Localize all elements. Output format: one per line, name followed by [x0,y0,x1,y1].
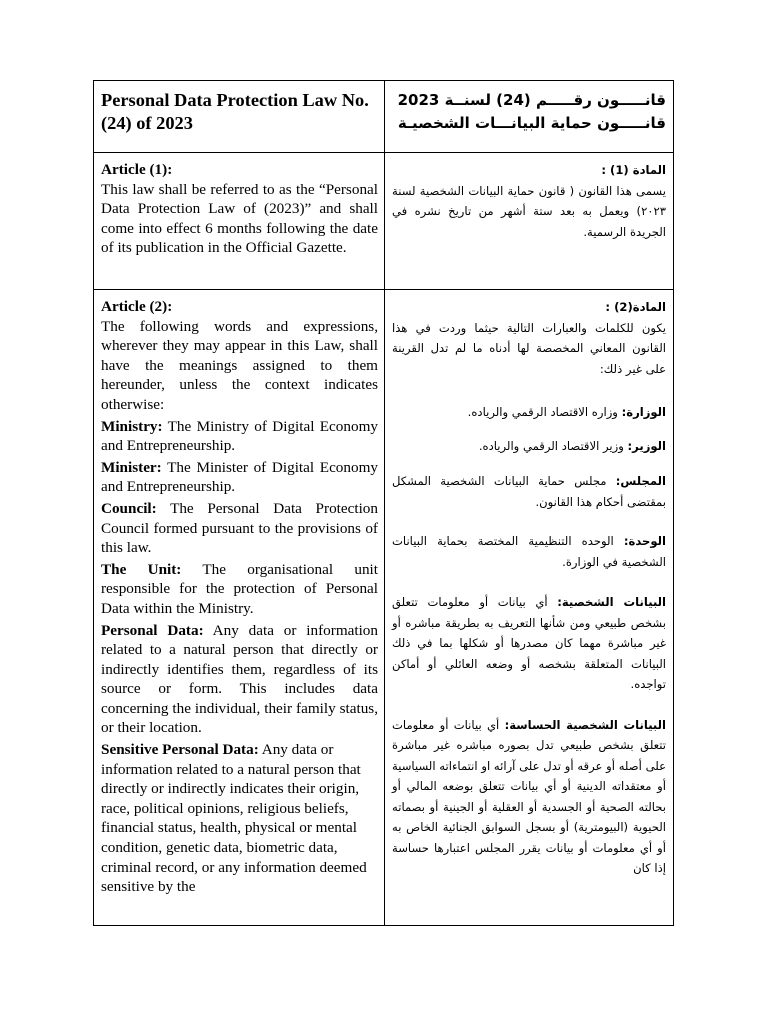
law-title-ar-line1: قانـــــون رقـــــم (24) لسنــة 2023 [397,91,666,109]
definition-term: Minister: [101,458,162,476]
definition-minister-en [101,458,378,497]
article-1-heading-ar: المادة (1) : [601,163,666,177]
article-2-heading-ar: المادة(2) : [605,300,666,314]
article-2-heading-en: Article (2): [101,298,173,315]
definition-text: الوحده التنظيمية المختصة بحماية البيانات الشخصية في الوزارة. [392,534,666,569]
definition-text: مجلس حماية البيانات الشخصية المشكل بمقتضى أحكام هذا القانون. [392,474,666,509]
article-1-text-ar: يسمى هذا القانون ( قانون حماية البيانات الشخصية لسنة ٢٠٢٣) ويعمل به بعد ستة أشهر من تاريخ نشره في الجريدة الرسمية. [392,183,666,239]
definition-term: الوحدة: [623,534,666,548]
article-2-cell-en [94,290,385,926]
definition-text: وزير الاقتصاد الرقمي والرياده. [478,438,628,453]
definition-text: The Ministry of Digital Economy and Entrepreneurship. [101,417,378,455]
definition-term: Personal Data: [101,621,204,639]
definition-text: أي بيانات أو معلومات تتعلق بشخص طبيعي تدل بصوره مباشره غير مباشرة على أصله أو عرقه أو تدل على آرائه او انتماءاته السياسية أو معتقداته الدينية أو أي بيانات تتعلق بوضعه المالي أو بحالته الصحية أو الجسدية أو العقلية أو الجينية أو بصماته الحيوية (البيومترية) أو بسجل السوابق الجنائية الخاص به أو أي معلومات أو بيانات يقرر المجلس اعتبارها حساسة إذا كان [392,717,666,875]
definition-term: Council: [101,499,157,517]
definition-text: The organisational unit responsible for the protection of Personal Data within the Ministry. [101,560,378,617]
definition-personal-data-en [101,621,378,739]
title-cell-en [94,81,385,152]
definition-ministry-ar [392,402,666,423]
definition-ministry-en [101,417,378,456]
definition-unit-en [101,560,378,619]
definition-sensitive-data-en [101,740,378,897]
title-row [94,81,673,153]
definition-term: Sensitive Personal Data: [101,741,259,759]
definition-text: The Personal Data Protection Council formed pursuant to the provisions of this law. [101,499,378,557]
article-2-intro-ar: يكون للكلمات والعبارات التالية حيثما وردت في هذا القانون المعاني المخصصة لها أدناه ما لم تدل القرينة على غير ذلك: [392,320,666,376]
definition-term: البيانات الشخصية: [557,595,667,609]
article-2-row [94,290,673,926]
definition-council-ar [392,471,666,512]
definition-text: Any data or information related to a natural person that directly or indirectly identifies them, regardless of its source or form. This includes data concerning the individual, their family status, or their location. [101,621,378,737]
title-cell-ar [385,81,673,152]
definition-text: أي بيانات أو معلومات تتعلق بشخص طبيعي ومن شأنها التعريف به بطريقة مباشره أو غير مباشرة مهما كان مصدرها أو شكلها بما في ذلك البيانات المتعلقة بشخصه أو وضعه العائلي أو أماكن تواجده. [392,595,666,691]
law-title-ar-line2: قانـــــون حماية البيانـــات الشخصيـة [397,114,666,132]
article-2-cell-ar [385,290,673,926]
definition-minister-ar [392,436,666,457]
definition-unit-ar [392,531,666,572]
definition-term: الوزارة: [621,405,666,419]
article-1-cell-ar [385,153,673,289]
article-1-heading-en: Article (1): [101,161,173,178]
definition-term: البيانات الشخصية الحساسة: [504,717,666,732]
definition-council-en [101,499,378,558]
article-1-cell-en [94,153,385,289]
law-title-en: Personal Data Protection Law No. (24) of 2023 [101,90,369,133]
article-2-intro-en: The following words and expressions, wherever they may appear in this Law, shall have the meanings assigned to them hereunder, unless the context indicates otherwise: [101,317,378,413]
definition-text: Any data or information related to a natural person that directly or indirectly indicates their origin, race, political opinions, religious beliefs, financial status, health, physical or mental condition, genetic data, biometric data, criminal record, or any information deemed sensitive by the [101,741,367,896]
definition-text: وزاره الاقتصاد الرقمي والرياده. [467,405,622,419]
definition-sensitive-data-ar [392,715,666,879]
definition-term: المجلس: [615,474,666,488]
definition-term: The Unit: [101,560,182,578]
definition-term: Ministry: [101,417,163,435]
definition-personal-data-ar [392,592,666,695]
definition-text: The Minister of Digital Economy and Entrepreneurship. [101,458,378,496]
definition-term: الوزير: [627,438,666,453]
article-1-row [94,153,673,290]
law-table [93,80,674,926]
article-1-text-en: This law shall be referred to as the “Personal Data Protection Law of (2023)” and shall come into effect 6 months following the date of its publication in the Official Gazette. [101,180,378,257]
